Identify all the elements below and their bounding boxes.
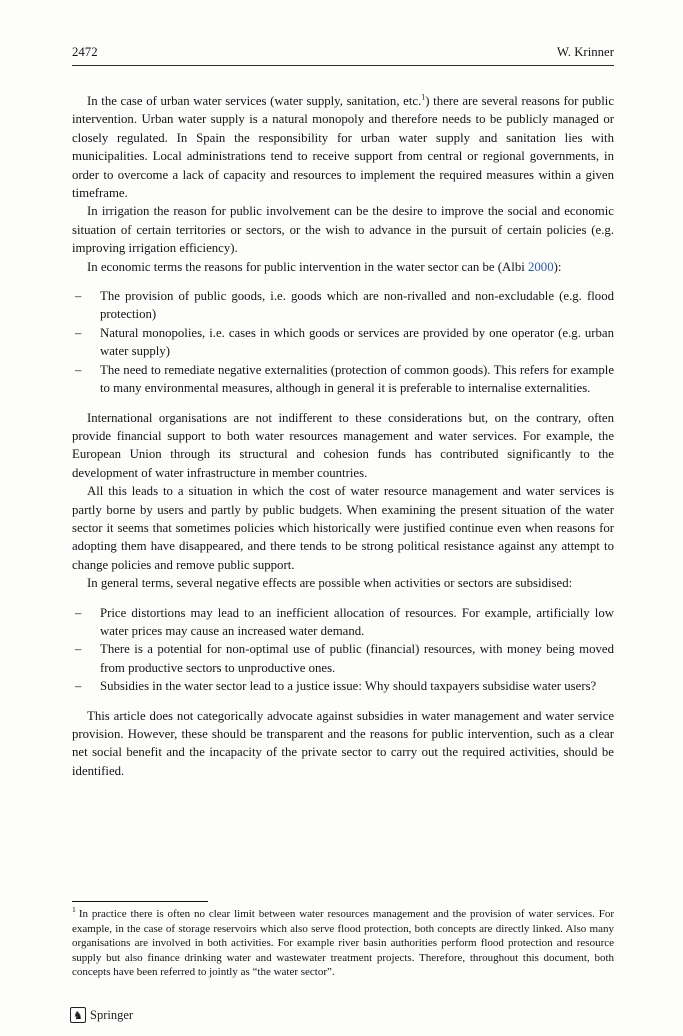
list-item-text: Price distortions may lead to an inefficient allocation of resources. For example, artificially low water prices may cause an increased water demand.	[100, 605, 614, 638]
footnote-marker: 1	[72, 905, 76, 915]
springer-knight-icon: ♞	[70, 1007, 86, 1023]
footnote-reference: 1	[421, 92, 426, 102]
negative-effects-list	[72, 604, 614, 696]
list-item-text: Subsidies in the water sector lead to a justice issue: Why should taxpayers subsidise water users?	[100, 679, 597, 694]
paragraph-international-organisations	[72, 409, 614, 483]
list-item-text: There is a potential for non-optimal use of public (financial) resources, with money being moved from productive sectors to unproductive ones.	[100, 642, 614, 675]
paragraph-text: In irrigation the reason for public involvement can be the desire to improve the social and economic situation of certain territories or sectors, or the wish to advance in the pursuit of certain policies (e.g. improving irrigation efficiency).	[72, 204, 614, 256]
dash-bullet-icon: –	[75, 289, 82, 304]
list-item	[72, 287, 614, 324]
paragraph-text: This article does not categorically advocate against subsidies in water management and water service provision. However, these should be transparent and the reasons for public intervention, such as a clear net social benefit and the incapacity of the private sector to carry out the required activities, should be identified.	[72, 708, 614, 778]
paragraph-article-position	[72, 707, 614, 781]
paragraph-text: In general terms, several negative effects are possible when activities or sectors are subsidised:	[87, 576, 573, 591]
dash-bullet-icon: –	[75, 325, 82, 340]
footnote-paragraph	[72, 907, 614, 980]
paragraph-text: All this leads to a situation in which the cost of water resource management and water services is partly borne by users and partly by public budgets. When examining the present situation of the water sector it seems that sometimes policies which historically were justified continue even when reasons for adopting them have disappeared, and there tends to be strong political resistance against any attempt to change policies and remove public support.	[72, 484, 614, 572]
list-item	[72, 604, 614, 641]
list-item	[72, 361, 614, 398]
footnote	[72, 901, 614, 980]
springer-logo	[70, 1007, 133, 1023]
reasons-list	[72, 287, 614, 397]
paragraph-cost-situation	[72, 482, 614, 574]
dash-bullet-icon: –	[75, 362, 82, 377]
publisher-name: Springer	[90, 1007, 134, 1022]
dash-bullet-icon: –	[75, 679, 82, 694]
list-item-text: The provision of public goods, i.e. goods which are non-rivalled and non-excludable (e.g. flood protection)	[100, 289, 614, 322]
page-number: 2472	[72, 45, 98, 59]
page-header	[72, 0, 614, 60]
list-item-text: Natural monopolies, i.e. cases in which goods or services are provided by one operator (e.g. urban water supply)	[100, 325, 614, 359]
dash-bullet-icon: –	[75, 642, 82, 657]
list-item	[72, 324, 614, 361]
paragraph-economic-terms	[72, 258, 614, 276]
paragraph-text: ):	[553, 259, 562, 274]
header-rule	[72, 65, 614, 66]
footnote-rule	[72, 901, 208, 902]
dash-bullet-icon: –	[75, 605, 82, 620]
paragraph-urban-water-services	[72, 92, 614, 202]
paragraph-negative-effects	[72, 574, 614, 592]
paragraph-text: In the case of urban water services (water supply, sanitation, etc.	[87, 94, 422, 108]
list-item	[72, 640, 614, 677]
article-body	[72, 92, 614, 780]
list-item-text: The need to remediate negative externalities (protection of common goods). This refers for example to many environmental measures, although in general it is preferable to internalise externalities.	[100, 362, 614, 396]
paragraph-text: International organisations are not indifferent to these considerations but, on the contrary, often provide financial support to both water resources management and water services. For example, the European Union through its structural and cohesion funds has contributed significantly to the development of water infrastructure in member countries.	[72, 410, 614, 480]
citation-link-albi-2000[interactable]: 2000	[528, 259, 554, 274]
paragraph-irrigation	[72, 202, 614, 257]
paragraph-text: ) there are several reasons for public intervention. Urban water supply is a natural monopoly and therefore needs to be publicly managed or closely regulated. In Spain the responsibility for urban water supply and sanitation lies with municipalities. Local administrations tend to receive support from central or regional governments, in order to overcome a lack of capacity and resources to implement the required measures within a given timeframe.	[72, 94, 614, 201]
running-head-author: W. Krinner	[556, 45, 614, 59]
list-item	[72, 677, 614, 695]
footnote-text: In practice there is often no clear limit between water resources management and the provision of water services. For example, in the case of storage reservoirs which also serve flood protection, both concepts are directly linked. Also many organisations are involved in both activities. For example river basin authorities perform flood protection and resource supply but also finance drinking water and wastewater treatment projects. Therefore, throughout this document, both concepts have been referred to jointly as “the water sector”.	[72, 908, 614, 978]
paragraph-text: In economic terms the reasons for public intervention in the water sector can be (Albi	[87, 259, 528, 274]
